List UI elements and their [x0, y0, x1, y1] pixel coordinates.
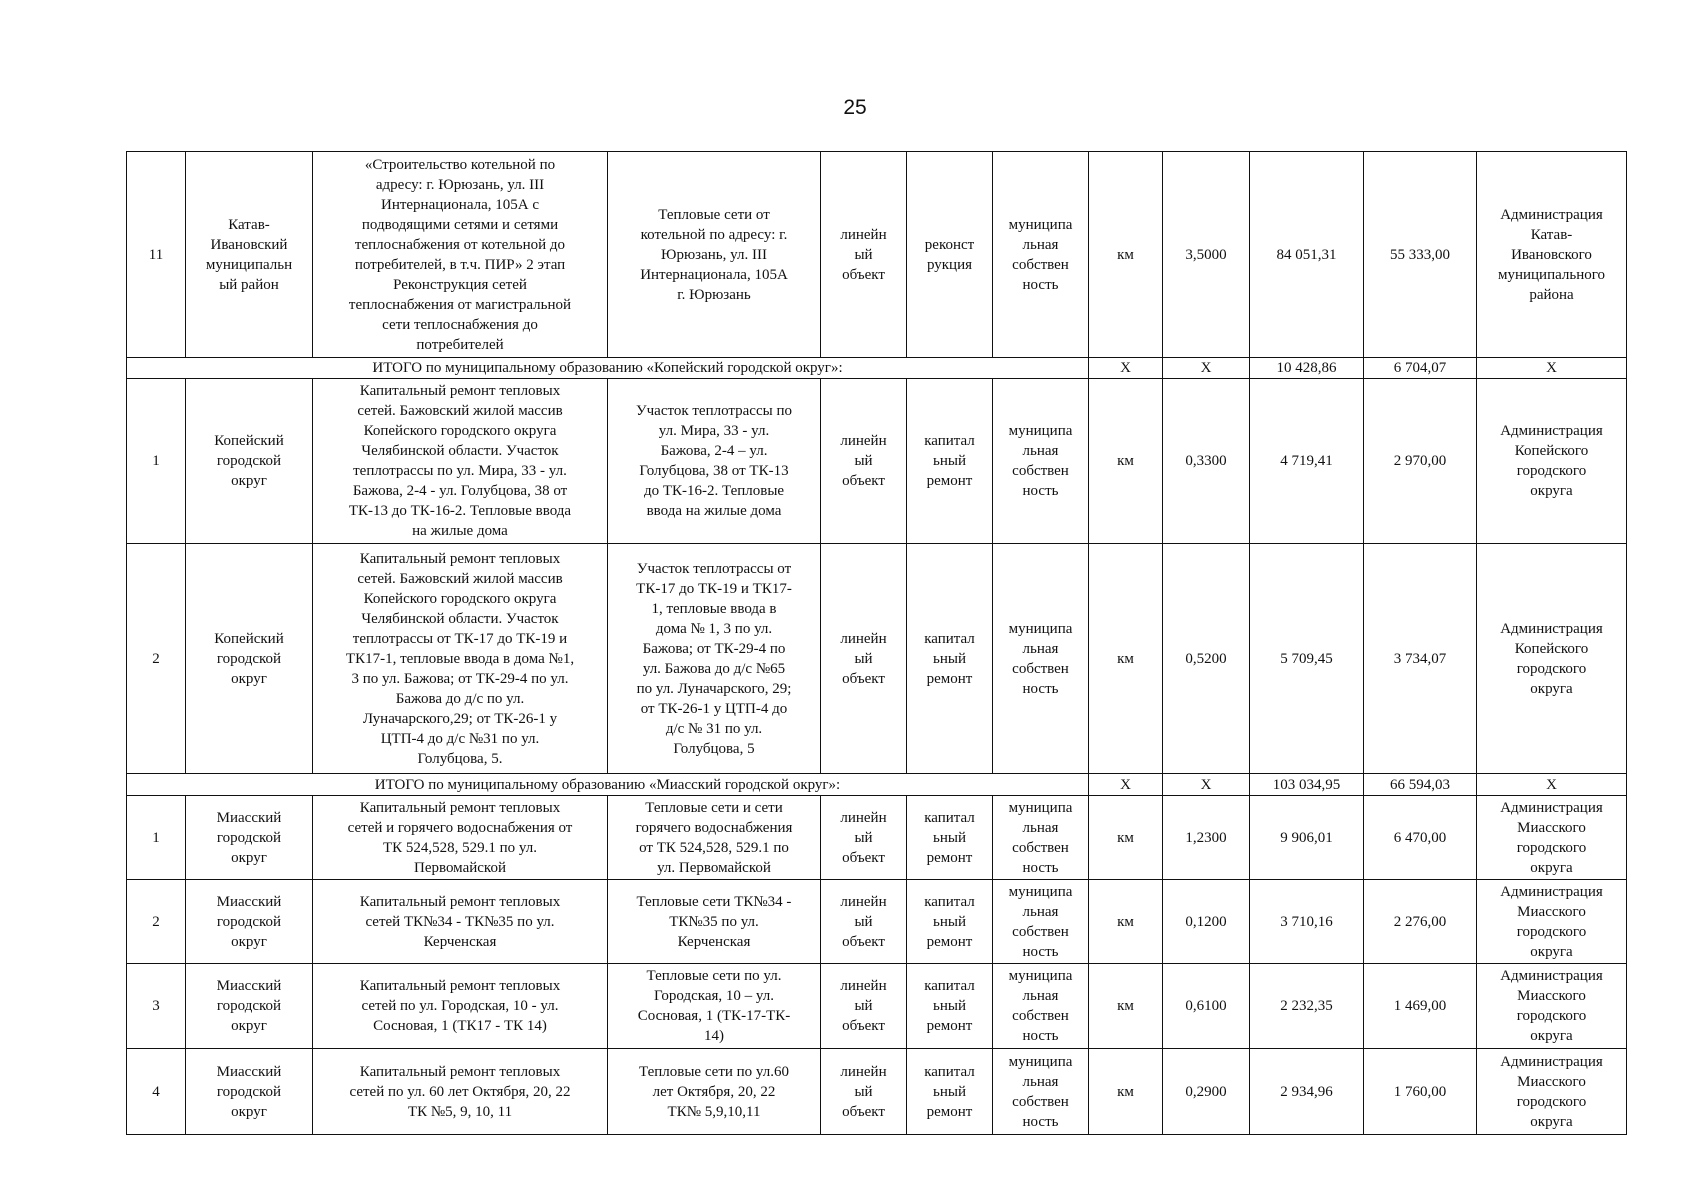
cost-cell: 84 051,31 — [1250, 152, 1364, 358]
object-cell: Участок теплотрассы от ТК-17 до ТК-19 и ТК17- 1, тепловые ввода в дома № 1, 3 по ул. Бажова; от ТК-29-4 по ул. Бажова до д/с №65 по ул. Луначарского, 29; от ТК-26-1 у ЦТП-4 до д/с № 31 по ул. Голубцова, 5 — [608, 544, 821, 774]
object-type-cell: линейн ый объект — [821, 964, 907, 1049]
ownership-cell: муниципа льная собствен ность — [993, 152, 1089, 358]
capital-works-table — [126, 151, 1627, 1135]
unit-cell: км — [1089, 796, 1163, 880]
project-name-cell: Капитальный ремонт тепловых сетей. Бажовский жилой массив Копейского городского округа Челябинской области. Участок теплотрассы от ТК-17 до ТК-19 и ТК17-1, тепловые ввода в дома №1, 3 по ул. Бажова; от ТК-29-4 по ул. Бажова до д/с по ул. Луначарского,29; от ТК-26-1 у ЦТП-4 до д/с №31 по ул. Голубцова, 5. — [313, 544, 608, 774]
object-cell: Участок теплотрассы по ул. Мира, 33 - ул. Бажова, 2-4 – ул. Голубцова, 38 от ТК-13 до ТК-16-2. Тепловые ввода на жилые дома — [608, 379, 821, 544]
object-type-cell: линейн ый объект — [821, 152, 907, 358]
customer-cell: Администрация Миасского городского округа — [1477, 1049, 1627, 1135]
work-type-cell: капитал ьный ремонт — [907, 880, 993, 964]
table-row — [127, 379, 1627, 544]
ownership-cell: муниципа льная собствен ность — [993, 544, 1089, 774]
object-cell: Тепловые сети ТК№34 - ТК№35 по ул. Керченская — [608, 880, 821, 964]
object-cell: Тепловые сети и сети горячего водоснабжения от ТК 524,528, 529.1 по ул. Первомайской — [608, 796, 821, 880]
ownership-cell: муниципа льная собствен ность — [993, 1049, 1089, 1135]
unit-cell: км — [1089, 379, 1163, 544]
work-type-cell: капитал ьный ремонт — [907, 964, 993, 1049]
length-cell: 3,5000 — [1163, 152, 1250, 358]
row-number: 11 — [127, 152, 186, 358]
total-row — [127, 358, 1627, 379]
work-type-cell: реконст рукция — [907, 152, 993, 358]
total-subsidy-cell: 66 594,03 — [1364, 774, 1477, 796]
page-number: 25 — [843, 96, 867, 119]
cost-cell: 3 710,16 — [1250, 880, 1364, 964]
cost-cell: 5 709,45 — [1250, 544, 1364, 774]
customer-cell: Администрация Копейского городского округа — [1477, 544, 1627, 774]
subsidy-cell: 1 469,00 — [1364, 964, 1477, 1049]
unit-cell: км — [1089, 964, 1163, 1049]
municipality-cell: Миасский городской округ — [186, 880, 313, 964]
row-number: 1 — [127, 379, 186, 544]
length-cell: 1,2300 — [1163, 796, 1250, 880]
customer-cell: Администрация Миасского городского округа — [1477, 964, 1627, 1049]
total-x-cell: X — [1089, 774, 1163, 796]
municipality-cell: Копейский городской округ — [186, 379, 313, 544]
object-cell: Тепловые сети по ул. Городская, 10 – ул. Сосновая, 1 (ТК-17-ТК- 14) — [608, 964, 821, 1049]
total-subsidy-cell: 6 704,07 — [1364, 358, 1477, 379]
municipality-cell: Миасский городской округ — [186, 1049, 313, 1135]
subsidy-cell: 6 470,00 — [1364, 796, 1477, 880]
length-cell: 0,1200 — [1163, 880, 1250, 964]
length-cell: 0,5200 — [1163, 544, 1250, 774]
table-row — [127, 544, 1627, 774]
project-name-cell: Капитальный ремонт тепловых сетей. Бажовский жилой массив Копейского городского округа Челябинской области. Участок теплотрассы по ул. Мира, 33 - ул. Бажова, 2-4 - ул. Голубцова, 38 от ТК-13 до ТК-16-2. Тепловые ввода на жилые дома — [313, 379, 608, 544]
work-type-cell: капитал ьный ремонт — [907, 1049, 993, 1135]
municipality-cell: Катав- Ивановский муниципальн ый район — [186, 152, 313, 358]
customer-cell: Администрация Миасского городского округа — [1477, 796, 1627, 880]
work-type-cell: капитал ьный ремонт — [907, 379, 993, 544]
total-row — [127, 774, 1627, 796]
table-row — [127, 152, 1627, 358]
total-cost-cell: 103 034,95 — [1250, 774, 1364, 796]
ownership-cell: муниципа льная собствен ность — [993, 880, 1089, 964]
row-number: 4 — [127, 1049, 186, 1135]
cost-cell: 2 232,35 — [1250, 964, 1364, 1049]
subsidy-cell: 2 276,00 — [1364, 880, 1477, 964]
table-row — [127, 964, 1627, 1049]
subsidy-cell: 3 734,07 — [1364, 544, 1477, 774]
project-name-cell: Капитальный ремонт тепловых сетей по ул. Городская, 10 - ул. Сосновая, 1 (ТК17 - ТК 14) — [313, 964, 608, 1049]
work-type-cell: капитал ьный ремонт — [907, 544, 993, 774]
unit-cell: км — [1089, 152, 1163, 358]
total-x-cell: X — [1477, 774, 1627, 796]
length-cell: 0,6100 — [1163, 964, 1250, 1049]
length-cell: 0,2900 — [1163, 1049, 1250, 1135]
row-number: 2 — [127, 544, 186, 774]
ownership-cell: муниципа льная собствен ность — [993, 379, 1089, 544]
row-number: 1 — [127, 796, 186, 880]
total-cost-cell: 10 428,86 — [1250, 358, 1364, 379]
row-number: 3 — [127, 964, 186, 1049]
subsidy-cell: 2 970,00 — [1364, 379, 1477, 544]
project-name-cell: «Строительство котельной по адресу: г. Юрюзань, ул. III Интернационала, 105А с подводящими сетями и сетями теплоснабжения от котельной до потребителей, в т.ч. ПИР» 2 этап Реконструкция сетей теплоснабжения от магистральной сети теплоснабжения до потребителей — [313, 152, 608, 358]
unit-cell: км — [1089, 544, 1163, 774]
total-x-cell: X — [1089, 358, 1163, 379]
row-number: 2 — [127, 880, 186, 964]
project-name-cell: Капитальный ремонт тепловых сетей и горячего водоснабжения от ТК 524,528, 529.1 по ул. Первомайской — [313, 796, 608, 880]
table-row — [127, 880, 1627, 964]
cost-cell: 4 719,41 — [1250, 379, 1364, 544]
total-x-cell: X — [1163, 774, 1250, 796]
customer-cell: Администрация Копейского городского округа — [1477, 379, 1627, 544]
ownership-cell: муниципа льная собствен ность — [993, 964, 1089, 1049]
object-type-cell: линейн ый объект — [821, 1049, 907, 1135]
work-type-cell: капитал ьный ремонт — [907, 796, 993, 880]
cost-cell: 9 906,01 — [1250, 796, 1364, 880]
unit-cell: км — [1089, 880, 1163, 964]
table-row — [127, 1049, 1627, 1135]
object-cell: Тепловые сети по ул.60 лет Октября, 20, 22 ТК№ 5,9,10,11 — [608, 1049, 821, 1135]
object-type-cell: линейн ый объект — [821, 379, 907, 544]
object-type-cell: линейн ый объект — [821, 796, 907, 880]
object-type-cell: линейн ый объект — [821, 544, 907, 774]
project-name-cell: Капитальный ремонт тепловых сетей по ул. 60 лет Октября, 20, 22 ТК №5, 9, 10, 11 — [313, 1049, 608, 1135]
cost-cell: 2 934,96 — [1250, 1049, 1364, 1135]
table-row — [127, 796, 1627, 880]
customer-cell: Администрация Миасского городского округа — [1477, 880, 1627, 964]
subsidy-cell: 1 760,00 — [1364, 1049, 1477, 1135]
municipality-cell: Миасский городской округ — [186, 796, 313, 880]
ownership-cell: муниципа льная собствен ность — [993, 796, 1089, 880]
object-cell: Тепловые сети от котельной по адресу: г. Юрюзань, ул. III Интернационала, 105А г. Юрюзань — [608, 152, 821, 358]
project-name-cell: Капитальный ремонт тепловых сетей ТК№34 - ТК№35 по ул. Керченская — [313, 880, 608, 964]
unit-cell: км — [1089, 1049, 1163, 1135]
municipality-cell: Копейский городской округ — [186, 544, 313, 774]
municipality-cell: Миасский городской округ — [186, 964, 313, 1049]
customer-cell: Администрация Катав- Ивановского муниципального района — [1477, 152, 1627, 358]
total-label: ИТОГО по муниципальному образованию «Копейский городской округ»: — [127, 358, 1089, 379]
total-x-cell: X — [1477, 358, 1627, 379]
total-x-cell: X — [1163, 358, 1250, 379]
total-label: ИТОГО по муниципальному образованию «Миасский городской округ»: — [127, 774, 1089, 796]
length-cell: 0,3300 — [1163, 379, 1250, 544]
subsidy-cell: 55 333,00 — [1364, 152, 1477, 358]
object-type-cell: линейн ый объект — [821, 880, 907, 964]
